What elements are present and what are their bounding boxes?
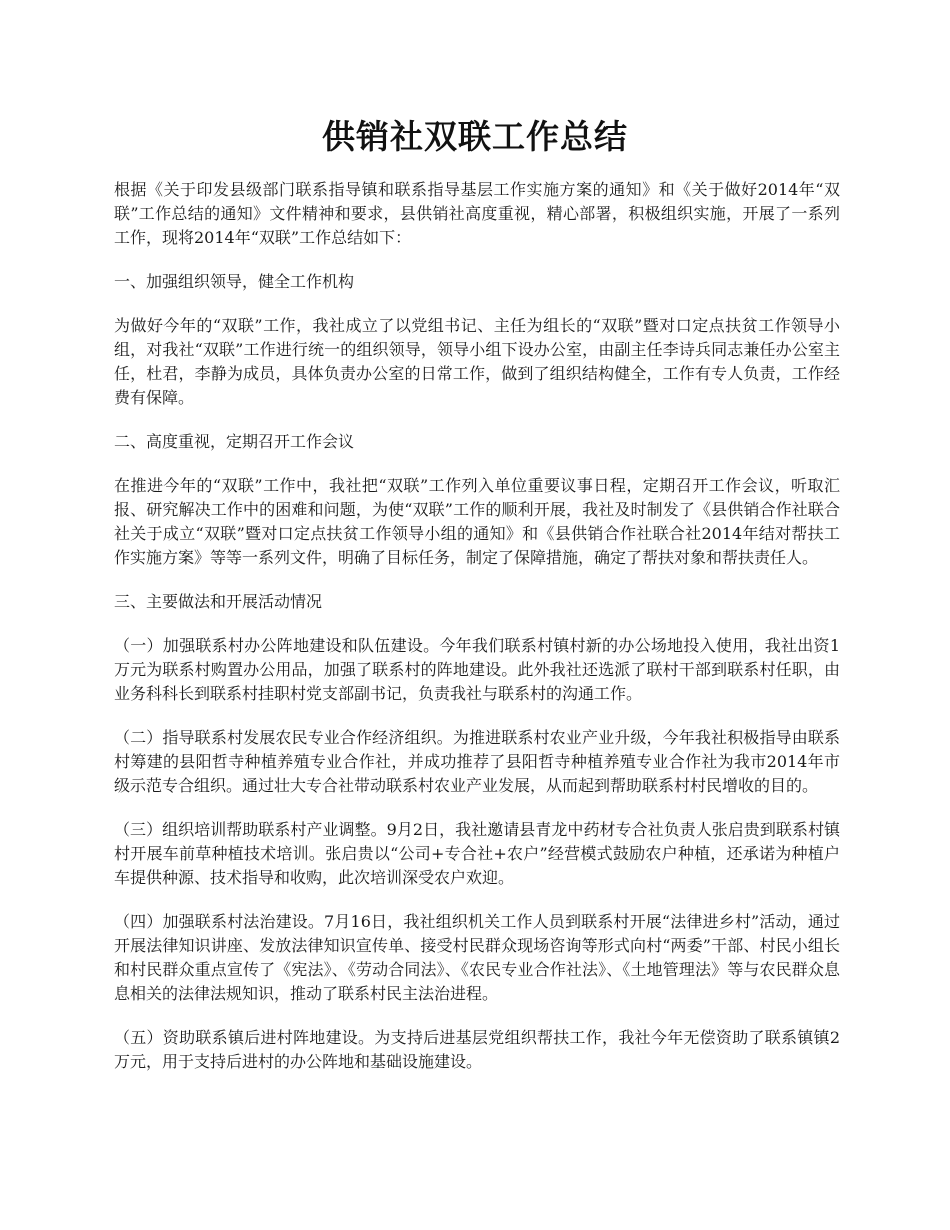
item-1-paragraph: （一）加强联系村办公阵地建设和队伍建设。今年我们联系村镇村新的办公场地投入使用，我社出资1万元为联系村购置办公用品，加强了联系村的阵地建设。此外我社还选派了联村干部到联系村任职，由业务科科长到联系村挂职村党支部副书记，负责我社与联系村的沟通工作。 [114,636,840,703]
section-2-paragraph: 在推进今年的“双联”工作中，我社把“双联”工作列入单位重要议事日程，定期召开工作会议，听取汇报、研究解决工作中的困难和问题，为使“双联”工作的顺利开展，我社及时制发了《县供销合作社联合社关于成立“双联”暨对口定点扶贫工作领导小组的通知》和《县供销合作社联合社2014年结对帮扶工作实施方案》等等一系列文件，明确了目标任务，制定了保障措施，确定了帮扶对象和帮扶责任人。 [114,476,840,567]
item-2-paragraph: （二）指导联系村发展农民专业合作经济组织。为推进联系村农业产业升级，今年我社积极指导由联系村筹建的县阳哲寺种植养殖专业合作社，并成功推荐了县阳哲寺种植养殖专业合作社为我市2014年市级示范专合组织。通过壮大专合社带动联系村农业产业发展，从而起到帮助联系村村民增收的目的。 [114,728,840,795]
section-heading-1: 一、加强组织领导，健全工作机构 [114,272,355,291]
intro-paragraph: 根据《关于印发县级部门联系指导镇和联系指导基层工作实施方案的通知》和《关于做好2014年“双联”工作总结的通知》文件精神和要求，县供销社高度重视，精心部署，积极组织实施，开展了一系列工作，现将2014年“双联”工作总结如下： [114,180,840,247]
item-4-paragraph: （四）加强联系村法治建设。7月16日，我社组织机关工作人员到联系村开展“法律进乡村”活动，通过开展法律知识讲座、发放法律知识宣传单、接受村民群众现场咨询等形式向村“两委”干部、村民小组长和村民群众重点宣传了《宪法》、《劳动合同法》、《农民专业合作社法》、《土地管理法》等与农民群众息息相关的法律法规知识，推动了联系村民主法治进程。 [114,912,840,1003]
section-1-paragraph: 为做好今年的“双联”工作，我社成立了以党组书记、主任为组长的“双联”暨对口定点扶贫工作领导小组，对我社“双联”工作进行统一的组织领导，领导小组下设办公室，由副主任李诗兵同志兼任办公室主任，杜君，李静为成员，具体负责办公室的日常工作，做到了组织结构健全，工作有专人负责，工作经费有保障。 [114,316,840,407]
item-3-paragraph: （三）组织培训帮助联系村产业调整。9月2日，我社邀请县青龙中药材专合社负责人张启贵到联系村镇村开展车前草种植技术培训。张启贵以“公司+专合社+农户”经营模式鼓励农户种植，还承诺为种植户车提供种源、技术指导和收购，此次培训深受农户欢迎。 [114,820,840,887]
document-body [114,178,840,1094]
item-5-paragraph: （五）资助联系镇后进村阵地建设。为支持后进基层党组织帮扶工作，我社今年无偿资助了联系镇镇2万元，用于支持后进村的办公阵地和基础设施建设。 [114,1028,840,1071]
section-heading-2: 二、高度重视，定期召开工作会议 [114,432,355,451]
document-title: 供销社双联工作总结 [322,117,628,156]
section-heading-3: 三、主要做法和开展活动情况 [114,592,323,611]
